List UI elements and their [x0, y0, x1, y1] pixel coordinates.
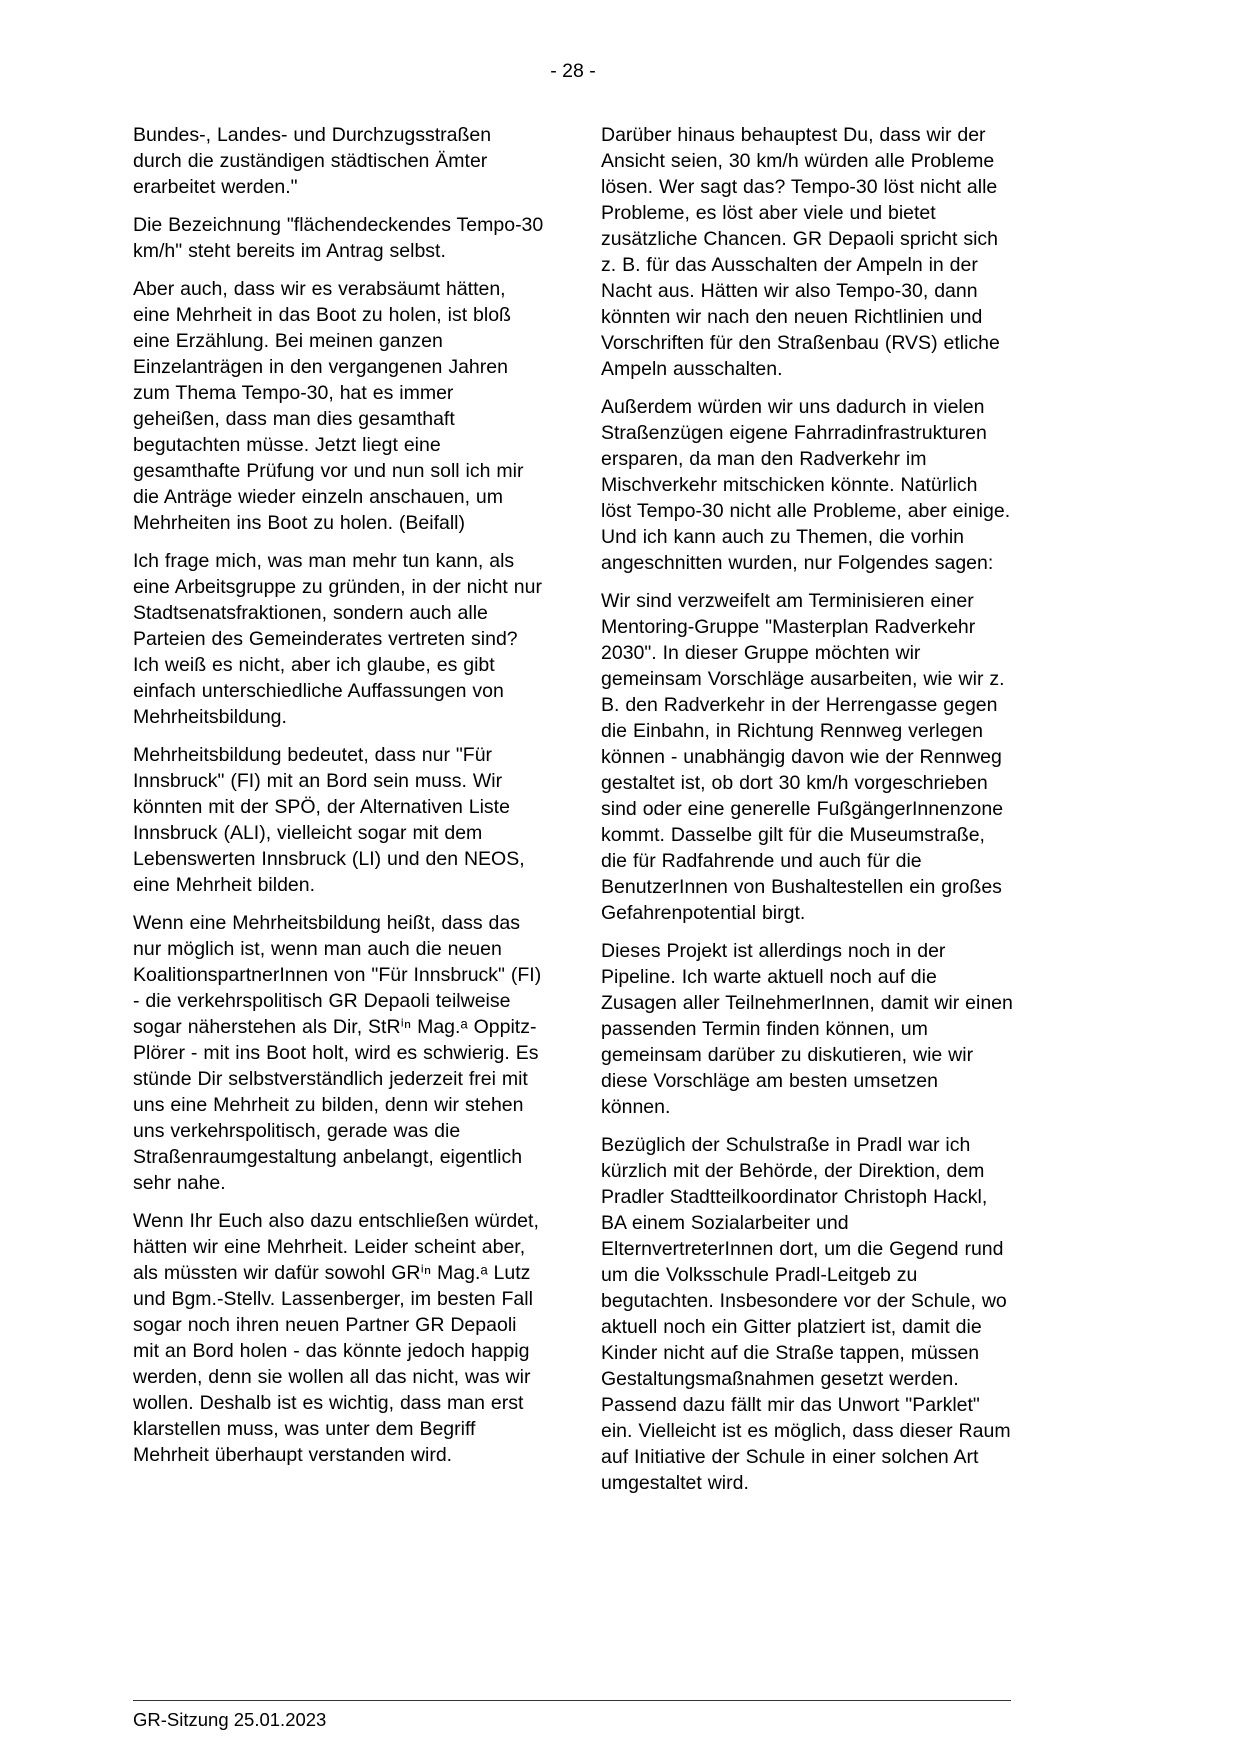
paragraph: Wenn Ihr Euch also dazu entschließen würdet, hätten wir eine Mehrheit. Leider scheint aber, als müssten wir dafür sowohl GRⁱⁿ Mag.ᵃ Lutz und Bgm.-Stellv. Lassenberger, im besten Fall sogar noch ihren neuen Partner GR Depaoli mit an Bord holen - das könnte jedoch happig werden, denn sie wollen all das nicht, was wir wollen. Deshalb ist es wichtig, dass man erst klarstellen muss, was unter dem Begriff Mehrheit überhaupt verstanden wird.: [133, 1210, 539, 1466]
paragraph: Bezüglich der Schulstraße in Pradl war ich kürzlich mit der Behörde, der Direktion, dem Pradler Stadtteilkoordinator Christoph Hackl, BA einem Sozialarbeiter und ElternvertreterInnen dort, um die Gegend rund um die Volksschule Pradl-Leitgeb zu begutachten. Insbesondere vor der Schule, wo aktuell noch ein Gitter platziert ist, damit die Kinder nicht auf die Straße tappen, müssen Gestaltungsmaßnahmen gesetzt werden. Passend dazu fällt mir das Unwort "Parklet" ein. Vielleicht ist es möglich, dass dieser Raum auf Initiative der Schule in einer solchen Art umgestaltet wird.: [601, 1134, 1011, 1494]
page-content: [133, 122, 1013, 1508]
paragraph: Bundes-, Landes- und Durchzugsstraßen durch die zuständigen städtischen Ämter erarbeitet werden.": [133, 124, 492, 198]
paragraph: Wenn eine Mehrheitsbildung heißt, dass das nur möglich ist, wenn man auch die neuen KoalitionspartnerInnen von "Für Innsbruck" (FI) - die verkehrspolitisch GR Depaoli teilweise sogar näherstehen als Dir, StRⁱⁿ Mag.ᵃ Oppitz-Plörer - mit ins Boot holt, wird es schwierig. Es stünde Dir selbstverständlich jederzeit frei mit uns eine Mehrheit zu bilden, denn wir stehen uns verkehrspolitisch, gerade was die Straßenraumgestaltung anbelangt, eigentlich sehr nahe.: [133, 912, 542, 1194]
paragraph: Mehrheitsbildung bedeutet, dass nur "Für Innsbruck" (FI) mit an Bord sein muss. Wir könnten mit der SPÖ, der Alternativen Liste Innsbruck (ALI), vielleicht sogar mit dem Lebenswerten Innsbruck (LI) und den NEOS, eine Mehrheit bilden.: [133, 744, 525, 896]
footer-label: GR-Sitzung 25.01.2023: [133, 1709, 327, 1730]
paragraph: Ich frage mich, was man mehr tun kann, als eine Arbeitsgruppe zu gründen, in der nicht nur Stadtsenatsfraktionen, sondern auch alle Parteien des Gemeinderates vertreten sind? Ich weiß es nicht, aber ich glaube, es gibt einfach unterschiedliche Auffassungen von Mehrheitsbildung.: [133, 550, 542, 728]
right-column: [601, 122, 1013, 1508]
paragraph: Dieses Projekt ist allerdings noch in der Pipeline. Ich warte aktuell noch auf die Zusagen aller TeilnehmerInnen, damit wir einen passenden Termin finden können, um gemeinsam darüber zu diskutieren, wie wir diese Vorschläge am besten umsetzen können.: [601, 940, 1013, 1118]
paragraph: Die Bezeichnung "flächendeckendes Tempo-30 km/h" steht bereits im Antrag selbst.: [133, 214, 544, 262]
page-number: - 28 -: [550, 60, 596, 82]
paragraph: Außerdem würden wir uns dadurch in vielen Straßenzügen eigene Fahrradinfrastrukturen ersparen, da man den Radverkehr im Mischverkehr mitschicken könnte. Natürlich löst Tempo-30 nicht alle Probleme, aber einige. Und ich kann auch zu Themen, die vorhin angeschnitten wurden, nur Folgendes sagen:: [601, 396, 1011, 574]
left-column: [133, 122, 545, 1508]
page-footer: [133, 1700, 1011, 1732]
paragraph: Aber auch, dass wir es verabsäumt hätten, eine Mehrheit in das Boot zu holen, ist bloß eine Erzählung. Bei meinen ganzen Einzelanträgen in den vergangenen Jahren zum Thema Tempo-30, hat es immer geheißen, dass man dies gesamthaft begutachten müsse. Jetzt liegt eine gesamthafte Prüfung vor und nun soll ich mir die Anträge wieder einzeln anschauen, um Mehrheiten ins Boot zu holen. (Beifall): [133, 278, 524, 534]
paragraph: Wir sind verzweifelt am Terminisieren einer Mentoring-Gruppe "Masterplan Radverkehr 2030". In dieser Gruppe möchten wir gemeinsam Vorschläge ausarbeiten, wie wir z. B. den Radverkehr in der Herrengasse gegen die Einbahn, in Richtung Rennweg verlegen können - unabhängig davon wie der Rennweg gestaltet ist, ob dort 30 km/h vorgeschrieben sind oder eine generelle FußgängerInnenzone kommt. Dasselbe gilt für die Museumstraße, die für Radfahrende und auch für die BenutzerInnen von Bushaltestellen ein großes Gefahrenpotential birgt.: [601, 590, 1005, 924]
paragraph: Darüber hinaus behauptest Du, dass wir der Ansicht seien, 30 km/h würden alle Probleme lösen. Wer sagt das? Tempo-30 löst nicht alle Probleme, es löst aber viele und bietet zusätzliche Chancen. GR Depaoli spricht sich z. B. für das Ausschalten der Ampeln in der Nacht aus. Hätten wir also Tempo-30, dann könnten wir nach den neuen Richtlinien und Vorschriften für den Straßenbau (RVS) etliche Ampeln ausschalten.: [601, 124, 1000, 380]
